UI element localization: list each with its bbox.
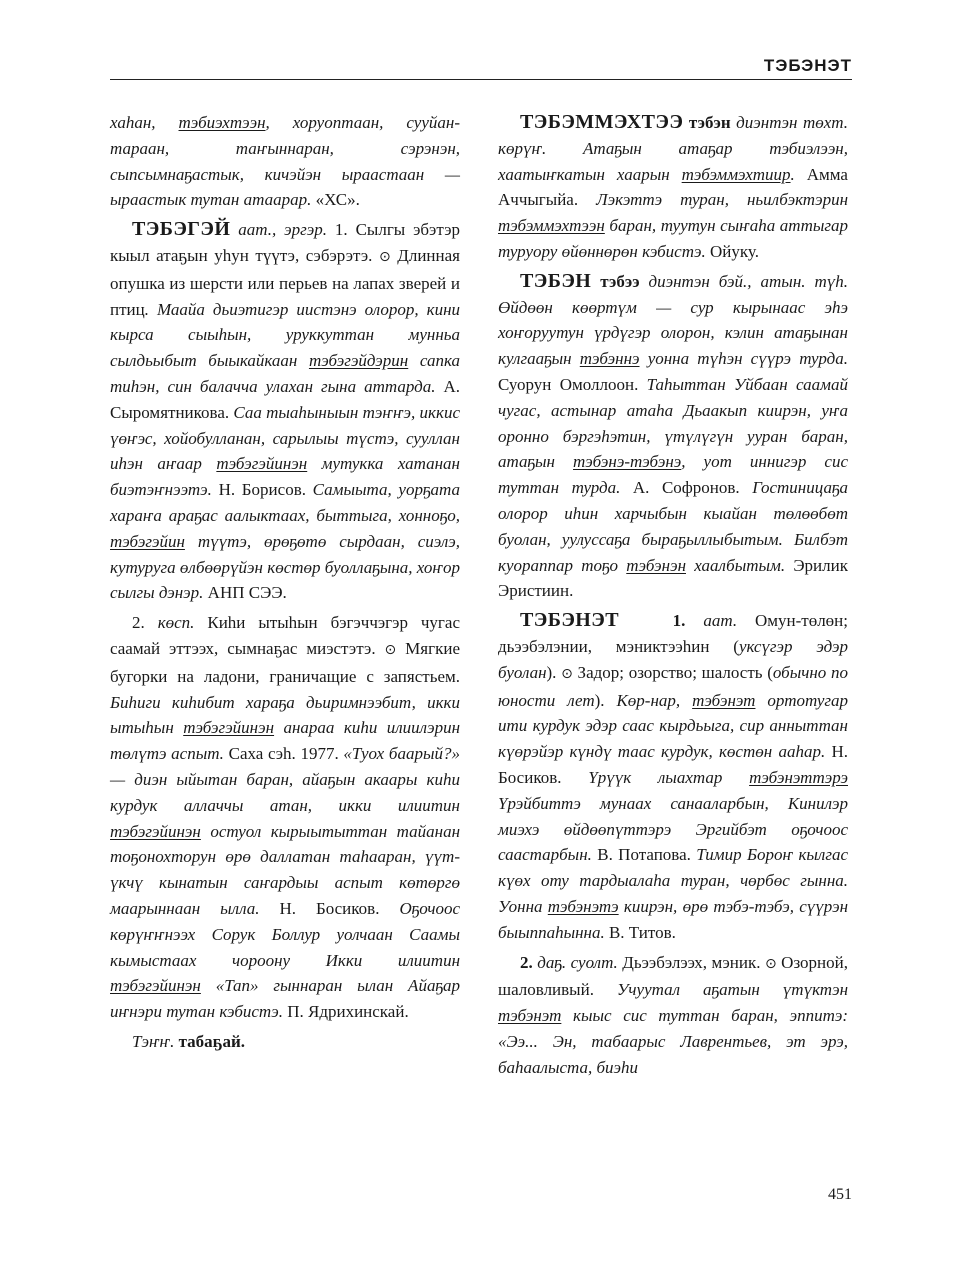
source-citation: Саха сэһ. 1977. — [223, 744, 344, 764]
example-text: . — [790, 164, 795, 184]
definition-text: Дьээбэлээх, мэник. — [617, 952, 765, 972]
example-text: Гостиницаҕа олорор иһин харчыбын кыайан төлөөбөт буолан, уулуссаҕа быраҕыллыбытым. Билбэт куораппар тоҕо — [498, 478, 848, 575]
example-text: ортотугар ити курдук эдэр саас кырдьыга, сир анныттан күөрэйэр күндү таас курдук, көстөн ааһар. — [498, 690, 849, 762]
underlined-example: тэбэнэ-тэбэнэ — [573, 452, 682, 472]
example-text: уонна түһэн сүүрэ турда. — [639, 349, 848, 369]
example-text: . Атаҕын атаҕар тэбиэлээн, хаатыҥкатын хаарын — [498, 138, 848, 184]
underlined-example: тэбэнэт — [692, 690, 756, 710]
underlined-example: тэбэгэйин — [110, 531, 185, 551]
source-citation: Н. Босиков. — [259, 898, 400, 918]
headword: ТЭБЭММЭХТЭЭ — [520, 111, 684, 133]
dictionary-entry — [110, 217, 460, 606]
entry-text: хаһан, — [110, 113, 156, 132]
underlined-example: тэбэгэйинэн — [110, 976, 201, 996]
synonym-label: Тэҥҥ. — [132, 1031, 175, 1051]
source-citation: Амма Аччыгыйа. — [498, 164, 848, 210]
root-word: тэбээ — [591, 271, 640, 291]
underlined-example: тэбиэхтээн — [178, 113, 266, 132]
grammar-label: аат. — [685, 611, 738, 631]
example-text: мутукка хатанан биэтэҥнээтэ. — [110, 454, 460, 500]
example-text: баран, туутун сыҥаһа аттыгар туруору өйөннөрөн кэбистэ. — [498, 216, 848, 261]
grammar-label: көсп. — [157, 613, 195, 633]
right-column — [498, 110, 848, 1080]
example-text: . Маайа дьиэтигэр иистэнэ олорор, кини кырса сыыһын, уруккуттан мунньа сылдьыбыт быыкайкаан — [110, 299, 460, 371]
page-number: 451 — [828, 1186, 852, 1203]
example-text: Учуутал аҕатын үтүктэн — [616, 980, 849, 1000]
definition-text: ). — [546, 662, 562, 682]
definition-text: Киһи ытыһын бэгэччэгэр чугас саамай эттээх, сымнаҕас миэстэтэ. — [110, 613, 460, 658]
sense-number: 2. — [520, 952, 533, 972]
left-column — [110, 110, 460, 1055]
underlined-example: тэбэгэйинэн — [110, 821, 201, 841]
source-citation: П. Ядрихинскай. — [282, 1002, 409, 1022]
source-citation: АНП СЭЭ. — [203, 583, 287, 603]
source-citation: А. Софронов. — [620, 478, 753, 498]
example-text: Оҕочоос көрүҥҥнээх Сорук Боллур уолчаан Саамы кымыстаах чороону Икки илиитин — [110, 898, 460, 970]
source-citation: Эрилик Эристиин. — [498, 555, 848, 601]
example-text: хаалбытым. — [686, 555, 786, 575]
translation-text: Длинная опушка из шерсти или перьев на лапах зверей и птиц — [110, 245, 460, 319]
underlined-example: тэбэнэтэ — [547, 896, 619, 916]
underlined-example: тэбэммэхтиир — [681, 164, 791, 184]
running-head: ТЭБЭНЭТ — [763, 56, 852, 75]
header-rule — [110, 79, 852, 80]
translation-marker-icon: ⊙ — [561, 665, 573, 682]
source-citation: Суорун Омоллоон. — [498, 374, 647, 394]
entry-continuation — [110, 110, 460, 213]
underlined-example: тэбэгэйинэн — [216, 454, 308, 474]
headword: ТЭБЭГЭЙ — [132, 218, 231, 241]
grammar-label: диэнтэн төхт. көрүҥ — [498, 113, 848, 158]
entry-text: , хоруоптаан, сууйан-тараан, таҥыннаран, сэрэнэн, сыпсымнаҕастык, кичэйэн ыраастаан — ыраастык тутан атаарар. — [110, 113, 460, 210]
translation-marker-icon: ⊙ — [384, 641, 397, 658]
dictionary-entry — [498, 269, 848, 604]
dictionary-entry — [498, 110, 848, 265]
grammar-label: аат., эргэр. — [230, 220, 328, 240]
source-citation: Н. Борисов. — [211, 480, 313, 500]
example-text: сапка тиһэн, син балачча улахан гына аттарда. — [110, 351, 460, 396]
sense-number: 1. — [672, 611, 686, 631]
example-text: остуол кырыытыттан тайанан тоҕонохторун өрө даллатан таһааран, үүт-үкчү кынатын саҥардыы аспыт көтөргө маарыннаан ылла. — [110, 821, 460, 918]
headword: ТЭБЭН — [520, 269, 592, 292]
underlined-example: тэбэнэт — [498, 1006, 562, 1026]
source-citation: Ойуку. — [705, 241, 759, 261]
source-citation: Н. Босиков. — [498, 742, 848, 787]
source-citation: В. Титов. — [604, 922, 676, 942]
translation-note: обычно по юности лет — [498, 662, 848, 710]
translation-marker-icon: ⊙ — [764, 955, 777, 972]
dictionary-sense — [110, 610, 460, 1025]
dictionary-sense — [498, 950, 848, 1081]
example-text: анараа киһи илиилэрин төлүтэ аспыт. — [110, 718, 461, 764]
example-text: Көр-нар, — [616, 690, 693, 710]
example-text: Үрүүк лыахтар — [588, 767, 750, 787]
example-text: түүтэ, өрөҕөтө сырдаан, сиэлэ, кутуруга өлбөөрүйэн көстөр буоллаҕына, хоҥор сылгы дэнэр. — [110, 531, 460, 603]
underlined-example: тэбэнэн — [626, 555, 686, 575]
example-text: Саа тыаһыныын тэҥҥэ, иккис үөҥэс, хойобулланан, сарылыы түстэ, сууллан иһэн аҥаар — [110, 402, 460, 474]
source-citation: А. Сыромятникова. — [110, 376, 461, 422]
definition-text: Омун-төлөн; дьээбэлэнии, мэниктээһин ( — [498, 611, 848, 656]
example-text: Биһиги киһибит хараҕа дьиримнээбит, икки ытыһын — [110, 692, 460, 738]
source-citation: «ХС». — [311, 190, 360, 210]
example-text: диэнтэн бэй., атын. түһ. Өйдөөн көөртүм — сур кырынаас эһэ хоҥоруутун үрдүгэр олорон, кэлин атаҕынан кулгааҕын — [498, 271, 849, 369]
translation-text: Задор; озорство; шалость ( — [572, 662, 773, 682]
source-citation: В. Потапова. — [591, 845, 697, 865]
synonym-word: табаҕай. — [174, 1031, 246, 1051]
underlined-example: тэбэгэйдэрин — [308, 351, 409, 371]
example-text: Тимир Бороҥ кылгас күөх оту тардыалаһа туран, чөрбөс гынна. Уонна — [498, 845, 849, 916]
synonym-reference — [110, 1029, 460, 1055]
translation-text: Озорной, шаловливый. — [498, 952, 848, 1000]
underlined-example: тэбэммэхтээн — [498, 216, 605, 236]
example-text: кыыс сис туттан баран, эппитэ: «Ээ... Эн, табаарыс Лаврентьев, эт эрэ, баһаалыста, биэһи — [498, 1006, 848, 1077]
dictionary-entry — [498, 608, 848, 945]
example-text: Лэкэттэ туран, ньилбэктэрин — [596, 190, 848, 210]
translation-text: ). — [594, 690, 617, 710]
definition-text: 1. Сылгы эбэтэр кыыл атаҕын уһун түүтэ, сэбэрэтэ. — [110, 220, 461, 265]
example-text: , уот иннигэр сис туттан турда. — [498, 452, 848, 498]
underlined-example: тэбэгэйинэн — [183, 718, 275, 738]
example-text: Самыыта, уорҕата хараҥа араҕас аалыктаах, быттыга, хонноҕо, — [110, 480, 460, 525]
root-word: тэбэн — [683, 113, 731, 132]
example-text: Үрэйбиттэ мунаах санааларбын, Кинилэр миэхэ өйдөөпүттэрэ Эргийбэт оҕочоос саастарбын. — [498, 793, 848, 865]
grammar-label: даҕ. суолт. — [532, 952, 618, 972]
definition-note: уксүгэр эдэр буолан — [498, 636, 848, 682]
example-text: «Туох баарый?» — диэн ыйытан баран, айаҕын акаары киһи курдук аллаччы атан, икки илиитин — [110, 744, 460, 815]
underlined-example: тэбэнэттэрэ — [749, 767, 848, 787]
headword: ТЭБЭНЭТ — [520, 609, 619, 632]
example-text: киирэн, өрө тэбэ-тэбэ, сүүрэн быыппаһынна. — [498, 896, 848, 942]
translation-text: Мягкие бугорки на ладони, граничащие с запястьем. — [110, 638, 460, 686]
example-text: «Тап» гыннаран ылан Айаҕар иҥнэри тутан кэбистэ. — [110, 976, 460, 1022]
example-text: Таһыттан Уйбаан саамай чугас, астынар атаһа Дьаакып киирэн, уҥа оронно бэргэһэтин, үтүлүгүн ууран баран, атаҕын — [498, 374, 848, 472]
sense-number: 2. — [132, 613, 158, 633]
underlined-example: тэбэннэ — [579, 349, 640, 369]
translation-marker-icon: ⊙ — [378, 248, 391, 265]
